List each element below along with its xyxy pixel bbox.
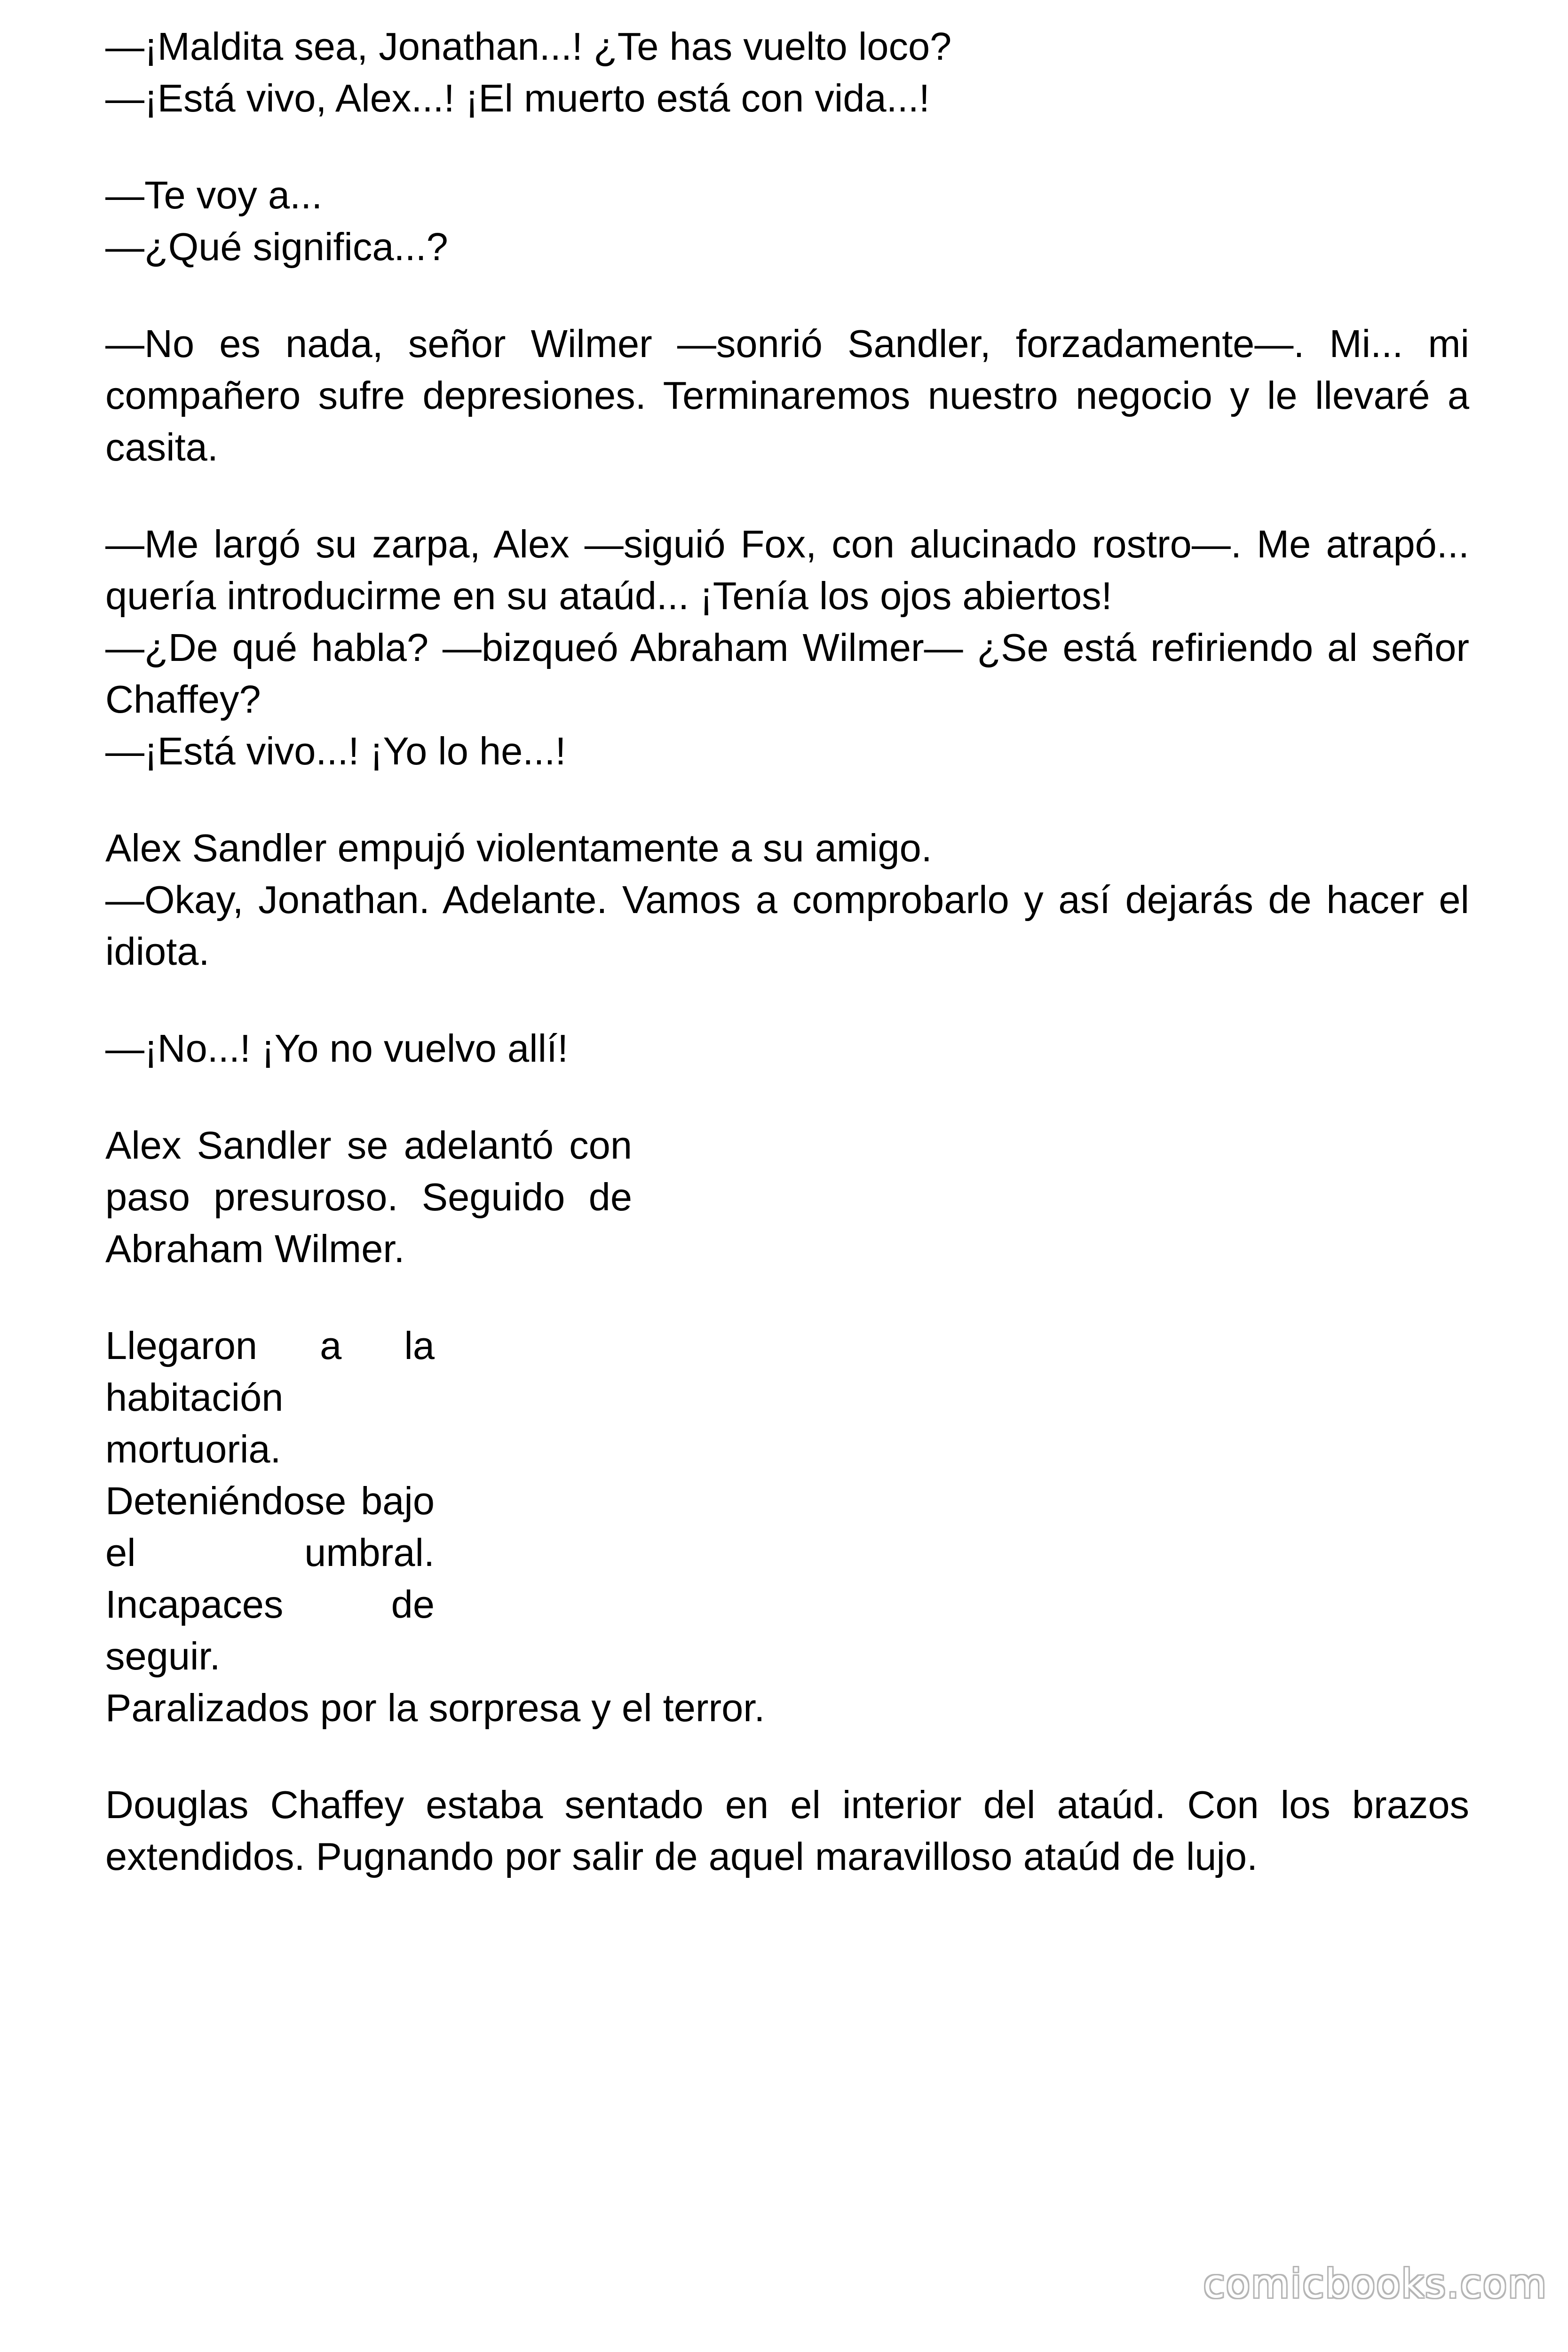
text-line: Alex Sandler se adelantó con paso presuroso. Seguido de Abraham Wilmer.: [105, 1123, 632, 1271]
text-line: —¡No...! ¡Yo no vuelvo allí!: [105, 1026, 569, 1070]
text-line: Alex Sandler empujó violentamente a su amigo.: [105, 826, 932, 870]
text-line: —¿De qué habla? —bizqueó Abraham Wilmer— ¿Se está refiriendo al señor Chaffey?: [105, 626, 1469, 721]
text-line: —Okay, Jonathan. Adelante. Vamos a comprobarlo y así dejarás de hacer el idiota.: [105, 878, 1469, 973]
text-line: —Me largó su zarpa, Alex —siguió Fox, con alucinado rostro—. Me atrapó... quería introducirme en su ataúd... ¡Tenía los ojos abiertos!: [105, 522, 1469, 618]
text-line: Paralizados por la sorpresa y el terror.: [105, 1686, 765, 1730]
paragraph: [105, 1320, 1469, 1734]
paragraph: [105, 1120, 1469, 1275]
body-text: [105, 21, 1469, 1928]
text-line: —¡Está vivo, Alex...! ¡El muerto está con vida...!: [105, 76, 930, 120]
paragraph: [105, 822, 1469, 977]
text-line: —¡Maldita sea, Jonathan...! ¿Te has vuelto loco?: [105, 24, 952, 68]
text-line: —Te voy a...: [105, 173, 323, 217]
text-line: —¡Está vivo...! ¡Yo lo he...!: [105, 729, 566, 773]
paragraph: [105, 1779, 1469, 1883]
paragraph: [105, 169, 1469, 273]
text-line: —No es nada, señor Wilmer —sonrió Sandler, forzadamente—. Mi... mi compañero sufre depresiones. Terminaremos nuestro negocio y le llevaré a casita.: [105, 322, 1469, 469]
text-line: —¿Qué significa...?: [105, 225, 448, 269]
text-line: Llegaron a la habitación mortuoria. Deteniéndose bajo el umbral. Incapaces de seguir.: [105, 1324, 435, 1678]
paragraph: [105, 21, 1469, 124]
paragraph: [105, 1023, 1469, 1074]
paragraph: [105, 318, 1469, 473]
text-line: Douglas Chaffey estaba sentado en el interior del ataúd. Con los brazos extendidos. Pugnando por salir de aquel maravilloso ataúd de lujo.: [105, 1783, 1469, 1878]
paragraph: [105, 518, 1469, 777]
watermark-logo: comicbooks.com: [1203, 2261, 1547, 2307]
